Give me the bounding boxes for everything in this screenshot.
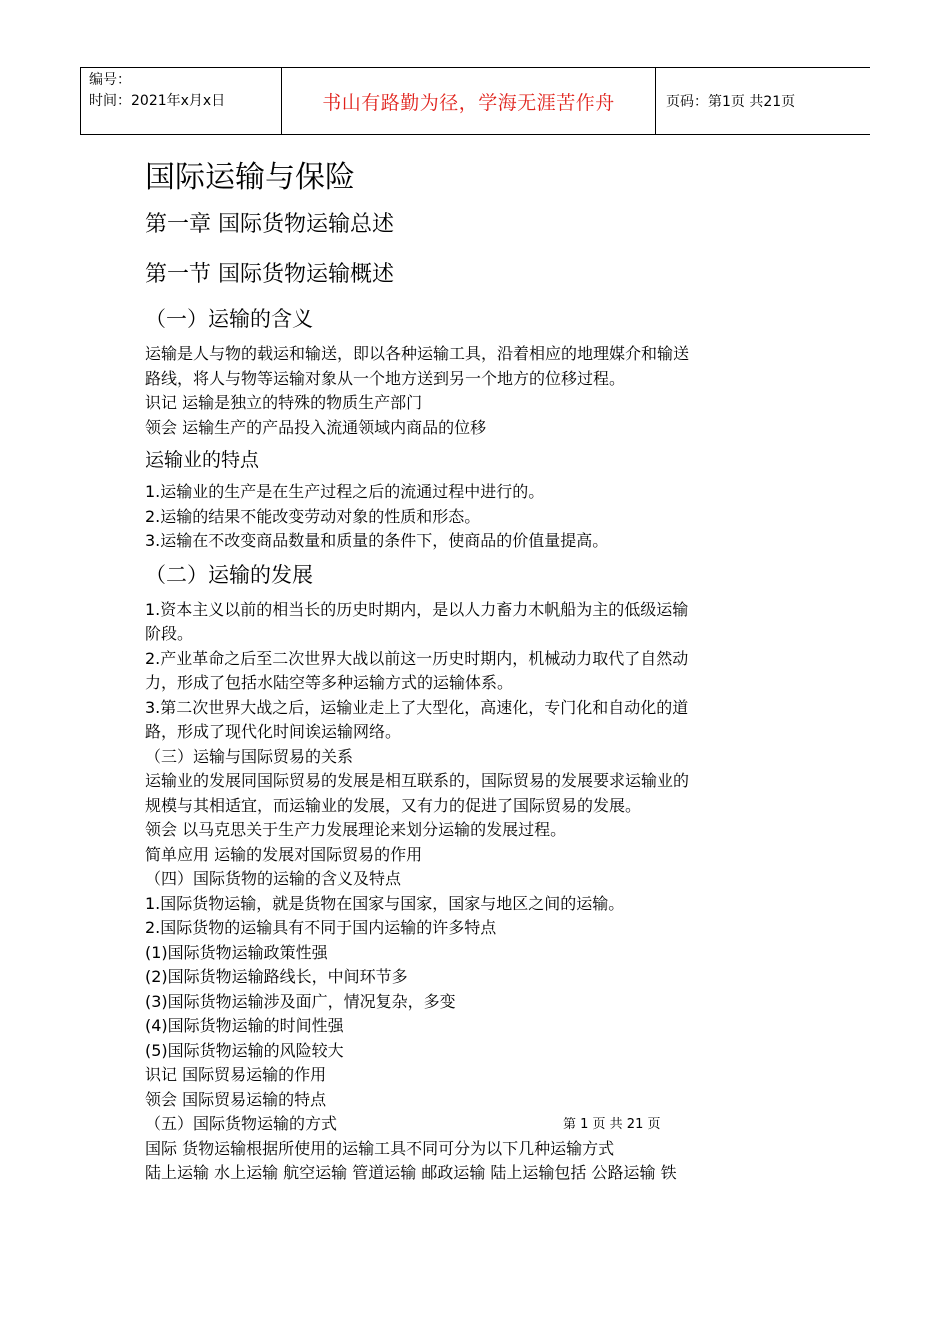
list-item: 3.运输在不改变商品数量和质量的条件下，使商品的价值量提高。: [145, 531, 609, 550]
chapter-heading: 第一章 国际货物运输总述: [145, 212, 394, 237]
list-item: (2)国际货物运输路线长，中间环节多: [145, 967, 408, 986]
note-line: 领会 国际贸易运输的特点: [145, 1089, 327, 1109]
subsection-heading-5: （五）国际货物运输的方式: [145, 1114, 338, 1133]
list-item: (1)国际货物运输政策性强: [145, 942, 328, 962]
list-item: 路，形成了现代化时间诶运输网络。: [145, 722, 402, 741]
list-item: (5)国际货物运输的风险较大: [145, 1040, 344, 1060]
note-line: 简单应用 运输的发展对国际贸易的作用: [145, 844, 423, 864]
note-line: 识记 运输是独立的特殊的物质生产部门: [145, 393, 423, 412]
paragraph-line: 规模与其相适宜，而运输业的发展，又有力的促进了国际贸易的发展。: [145, 795, 642, 815]
note-line: 识记 国际贸易运输的作用: [145, 1065, 327, 1084]
paragraph-line: 陆上运输 水上运输 航空运输 管道运输 邮政运输 陆上运输包括 公路运输 铁: [145, 1163, 677, 1182]
header-table: [80, 67, 870, 135]
list-item: 阶段。: [145, 624, 194, 643]
note-line: 领会 以马克思关于生产力发展理论来划分运输的发展过程。: [145, 820, 567, 839]
subsection-heading-2: （二）运输的发展: [145, 562, 313, 587]
paragraph-line: 运输业的发展同国际贸易的发展是相互联系的，国际贸易的发展要求运输业的: [145, 771, 690, 790]
list-item: (4)国际货物运输的时间性强: [145, 1016, 344, 1035]
list-item: (3)国际货物运输涉及面广，情况复杂，多变: [145, 991, 456, 1011]
paragraph-line: 运输是人与物的载运和输送，即以各种运输工具，沿着相应的地理媒介和输送: [145, 344, 690, 363]
page-footer: 第 1 页 共 21 页: [563, 1117, 661, 1132]
list-item: 2.产业革命之后至二次世界大战以前这一历史时期内，机械动力取代了自然动: [145, 648, 689, 668]
list-item: 1.运输业的生产是在生产过程之后的流通过程中进行的。: [145, 482, 545, 501]
header-motto: 书山有路勤为径，学海无涯苦作舟: [282, 68, 656, 134]
paragraph-line: 路线，将人与物等运输对象从一个地方送到另一个地方的位移过程。: [145, 368, 626, 388]
serial-number-label: 编号：: [89, 72, 131, 88]
list-item: 力，形成了包括水陆空等多种运输方式的运输体系。: [145, 673, 514, 692]
header-page-code: 页码：第1页 共21页: [666, 94, 796, 110]
list-item: 1.资本主义以前的相当长的历史时期内，是以人力畜力木帆船为主的低级运输: [145, 599, 689, 619]
document-title: 国际运输与保险: [145, 160, 355, 195]
subsection-heading-1: （一）运输的含义: [145, 307, 313, 331]
list-item: 2.运输的结果不能改变劳动对象的性质和形态。: [145, 506, 481, 526]
feature-heading: 运输业的特点: [145, 449, 260, 471]
paragraph-line: 国际 货物运输根据所使用的运输工具不同可分为以下几种运输方式: [145, 1138, 615, 1158]
header-meta-cell: [80, 68, 282, 134]
date-line: 时间：2021年x月x日: [89, 93, 226, 109]
list-item: 2.国际货物的运输具有不同于国内运输的许多特点: [145, 918, 497, 937]
section-heading: 第一节 国际货物运输概述: [145, 262, 394, 287]
subsection-heading-4: （四）国际货物的运输的含义及特点: [145, 869, 402, 888]
document-body: [145, 158, 810, 1186]
note-line: 领会 运输生产的产品投入流通领域内商品的位移: [145, 417, 487, 437]
list-item: 3.第二次世界大战之后，运输业走上了大型化，高速化，专门化和自动化的道: [145, 697, 689, 717]
list-item: 1.国际货物运输，就是货物在国家与国家，国家与地区之间的运输。: [145, 893, 625, 913]
subsection-heading-3: （三）运输与国际贸易的关系: [145, 746, 354, 766]
